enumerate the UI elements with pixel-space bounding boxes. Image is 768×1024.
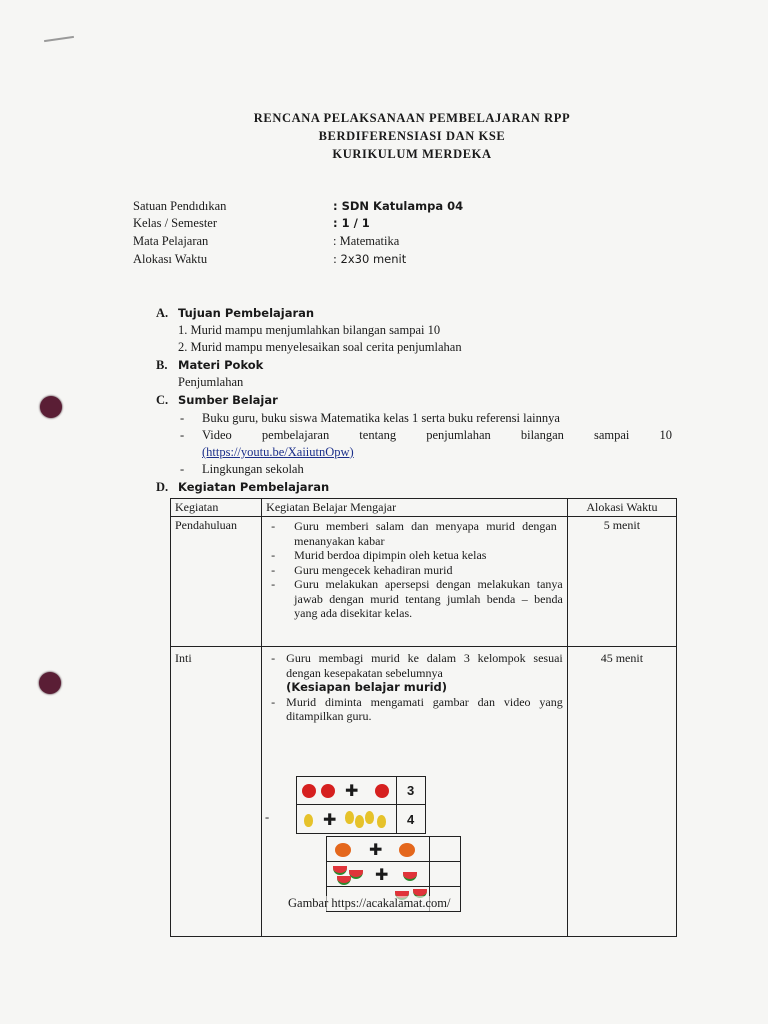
pear-icon [304, 814, 313, 827]
pear-icon [365, 811, 374, 824]
row-inti-label: Inti [171, 647, 262, 937]
doc-title-line1: RENCANA PELAKSANAAN PEMBELAJARAN RPP [253, 111, 571, 125]
plus-icon: ✚ [323, 810, 337, 829]
picture-row2-fruits [296, 804, 397, 834]
materi-text: Penjumlahan [178, 375, 244, 389]
list-item: - Guru melakukan apersepsi dengan melakukan tanya jawab dengan murid tentang jumlah benda – benda yang ada disekitar kelas. [266, 577, 563, 621]
watermelon-icon [337, 876, 351, 885]
info-label-satuan: Satuan Pendıdıkan [133, 199, 227, 213]
section-a-title: Tujuan Pembelajaran [178, 306, 315, 320]
table-header-row [171, 499, 677, 517]
plus-icon: ✚ [345, 781, 359, 800]
list-item: - Murid berdoa dipimpin oleh ketua kelas [266, 548, 563, 563]
picture-row3-answer-cell [429, 836, 461, 862]
row-pendahuluan-activities [262, 517, 568, 647]
header-kegiatan: Kegiatan [171, 499, 262, 517]
picture-row4-answer-cell [429, 861, 461, 887]
picture-dash: - [265, 810, 270, 824]
section-c-letter: C. [156, 393, 169, 407]
section-a-letter: A. [156, 306, 169, 320]
watermelon-icon [333, 866, 347, 875]
info-value-satuan: : SDN Katulampa 04 [333, 199, 464, 213]
pear-icon [345, 811, 354, 824]
section-d-title: Kegiatan Pembelajaran [178, 480, 330, 494]
row-inti-time: 45 menit [567, 647, 676, 937]
row-pendahuluan-time: 5 menit [567, 517, 676, 647]
apple-icon [375, 784, 389, 798]
section-d-letter: D. [156, 480, 169, 494]
video-link[interactable]: (https://youtu.be/XaiiutnOpw) [202, 445, 354, 459]
info-label-alokasi: Alokası Waktu [133, 252, 208, 266]
picture-row4-fruits [326, 861, 430, 887]
objective-1: 1. Murid mampu menjumlahkan bilangan sampai 10 [178, 323, 441, 337]
picture-row3-fruits [326, 836, 430, 862]
source-1: Buku guru, buku siswa Matematika kelas 1 serta buku referensi lainnya [202, 411, 560, 425]
source-dash-2: - [180, 428, 185, 442]
info-value-kelas: : 1 / 1 [333, 216, 370, 230]
watermelon-icon [403, 872, 417, 881]
list-item: - Guru memberi salam dan menyapa murid dengan menanyakan kabar [266, 519, 563, 548]
source-dash-1: - [180, 411, 185, 425]
addition-picture [296, 776, 466, 916]
source-dash-3: - [180, 462, 185, 476]
doc-title-line3: KURIKULUM MERDEKA [332, 147, 492, 161]
header-alokasi: Alokasi Waktu [567, 499, 676, 517]
binder-hole-bottom [39, 672, 61, 694]
inti-item1-bold: (Kesiapan belajar murid) [286, 680, 448, 694]
source-3: Lingkungan sekolah [202, 462, 304, 476]
section-b-letter: B. [156, 358, 168, 372]
header-kbm: Kegiatan Belajar Mengajar [262, 499, 568, 517]
list-item [266, 651, 563, 695]
pear-icon [377, 815, 386, 828]
pear-icon [355, 815, 364, 828]
plus-icon: ✚ [369, 840, 383, 859]
table-row [171, 517, 677, 647]
list-item: - Guru mengecek kehadiran murid [266, 563, 563, 578]
info-value-mapel: : Matematika [333, 234, 400, 248]
binder-hole-top [40, 396, 62, 418]
picture-row1-answer: 3 [407, 783, 415, 798]
objective-2: 2. Murid mampu menyelesaikan soal cerita penjumlahan [178, 340, 462, 354]
picture-row1-fruits [296, 776, 397, 805]
orange-icon [335, 843, 351, 857]
watermelon-icon [349, 870, 363, 879]
info-label-kelas: Kelas / Semester [133, 216, 218, 230]
apple-icon [302, 784, 316, 798]
orange-icon [399, 843, 415, 857]
picture-row2-answer: 4 [407, 812, 415, 827]
plus-icon: ✚ [375, 865, 389, 884]
picture-row1-answer-cell [396, 776, 426, 805]
apple-icon [321, 784, 335, 798]
source-2: Video pembelajaran tentang penjumlahan bilangan sampai 10 [202, 428, 672, 442]
picture-row2-answer-cell [396, 804, 426, 834]
doc-title-line2: BERDIFERENSIASI DAN KSE [318, 129, 506, 143]
inti-item1-text: Guru membagi murid ke dalam 3 kelompok sesuai dengan kesepakatan sebelumnya [286, 651, 563, 680]
list-item: - Murid diminta mengamati gambar dan video yang ditampilkan guru. [266, 695, 563, 724]
picture-caption: Gambar https://acakalamat.com/ [288, 896, 451, 910]
info-label-mapel: Mata Pelajaran [133, 234, 209, 248]
section-c-title: Sumber Belajar [178, 393, 278, 407]
info-value-alokasi: : 2x30 menit [333, 252, 407, 266]
section-b-title: Materi Pokok [178, 358, 264, 372]
row-pendahuluan-label: Pendahuluan [171, 517, 262, 647]
pen-mark [44, 36, 74, 42]
